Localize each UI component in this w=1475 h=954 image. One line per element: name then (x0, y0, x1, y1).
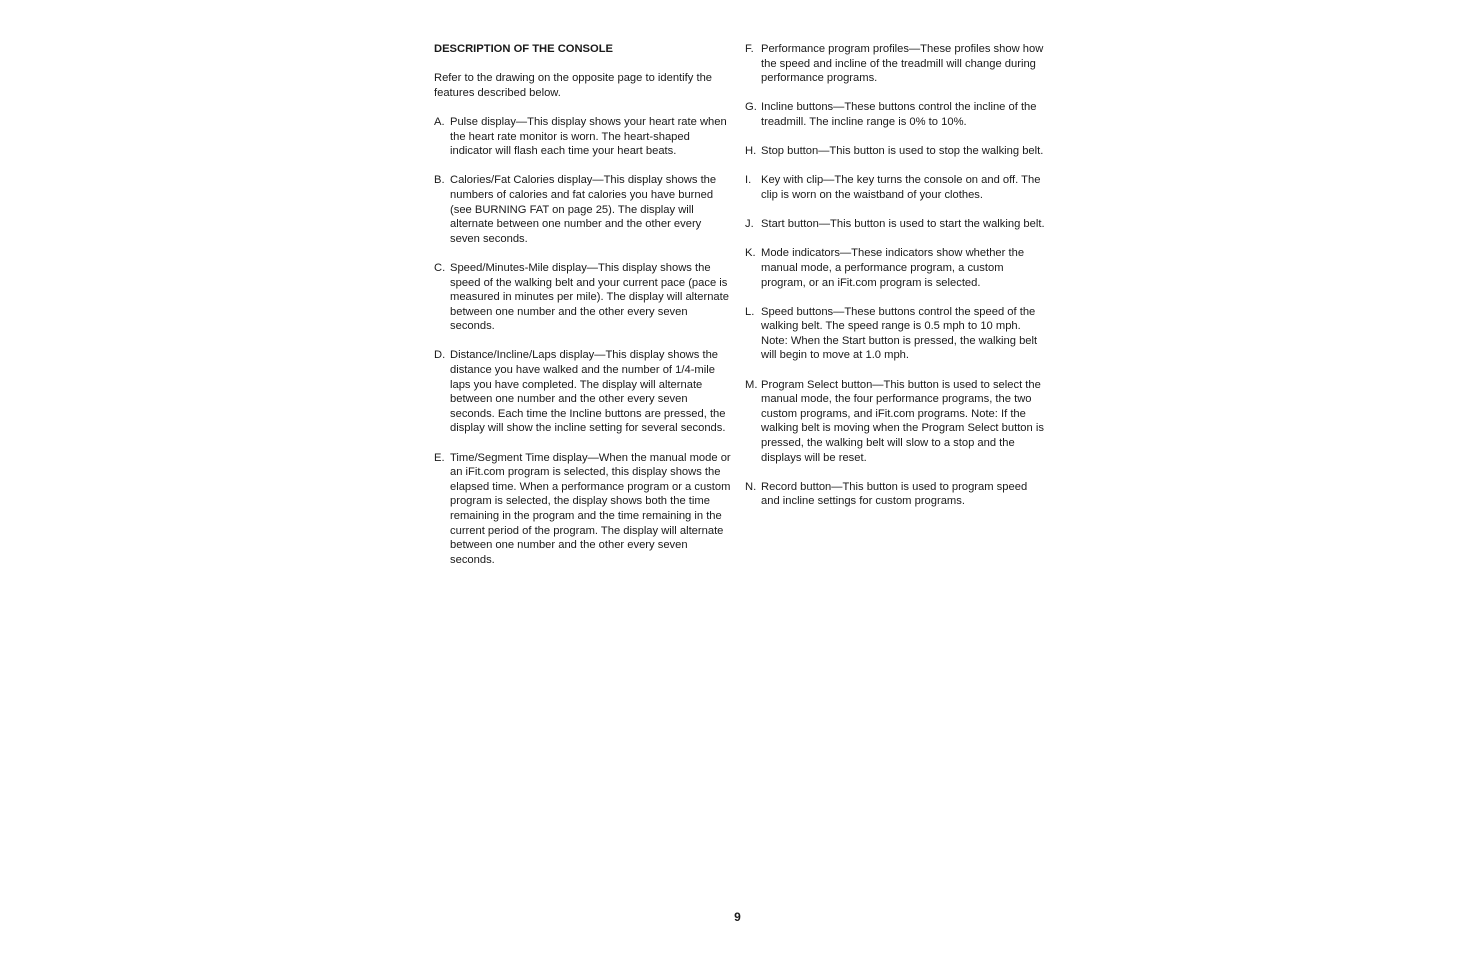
item-letter: K. (745, 247, 756, 260)
list-item (745, 378, 1045, 466)
item-letter: E. (434, 451, 445, 464)
item-text: Distance/Incline/Laps display—This display shows the distance you have walked and the number of 1/4-mile laps you have completed. The display will alternate between one number and the other every seven seconds. Each time the Incline buttons are pressed, the display will show the incline setting for several seconds. (450, 349, 726, 435)
item-text: Speed buttons—These buttons control the speed of the walking belt. The speed range is 0.5 mph to 10 mph. Note: When the Start button is pressed, the walking belt will begin to move at 1.0 mph. (761, 305, 1038, 362)
item-letter: L. (745, 305, 755, 318)
item-text: Performance program profiles—These profiles show how the speed and incline of the treadmill will change during performance programs. (761, 43, 1044, 85)
item-text: Stop button—This button is used to stop the walking belt. (761, 145, 1044, 158)
list-item (745, 305, 1045, 363)
item-text: Time/Segment Time display—When the manual mode or an iFit.com program is selected, this display shows the elapsed time. When a performance program or a custom program is selected, the display shows both the time remaining in the program and the time remaining in the current period of the program. The display will alternate between one number and the other every seven seconds. (450, 451, 731, 566)
list-item (434, 261, 732, 334)
list-item (745, 42, 1045, 86)
item-text: Start button—This button is used to start the walking belt. (761, 218, 1045, 231)
item-letter: N. (745, 480, 757, 493)
left-column (434, 42, 732, 582)
item-letter: A. (434, 115, 445, 128)
list-item (434, 173, 732, 246)
item-text: Key with clip—The key turns the console on and off. The clip is worn on the waistband of your clothes. (761, 174, 1041, 201)
item-text: Pulse display—This display shows your heart rate when the heart rate monitor is worn. The heart-shaped indicator will flash each time your heart beats. (450, 115, 727, 158)
item-text: Calories/Fat Calories display—This display shows the numbers of calories and fat calories you have burned (see BURNING FAT on page 25). The display will alternate between one number and the other every seven seconds. (450, 174, 717, 245)
item-text: Program Select button—This button is used to select the manual mode, the four performance programs, the two custom programs, and iFit.com programs. Note: If the walking belt is moving when the Program Select button is pressed, the walking belt will slow to a stop and the displays will be reset. (761, 378, 1044, 464)
item-letter: J. (745, 218, 754, 231)
right-column (745, 42, 1045, 524)
list-item (745, 480, 1045, 509)
page-number: 9 (734, 910, 741, 924)
list-item (745, 173, 1045, 202)
list-item (745, 100, 1045, 129)
list-item (434, 348, 732, 436)
item-letter: B. (434, 174, 445, 187)
intro-paragraph: Refer to the drawing on the opposite page to identify the features described below. (434, 72, 713, 99)
list-item (745, 217, 1045, 232)
list-item (434, 115, 732, 159)
item-letter: F. (745, 43, 754, 55)
item-letter: I. (745, 174, 752, 187)
item-text: Speed/Minutes-Mile display—This display shows the speed of the walking belt and your current pace (pace is measured in minutes per mile). The display will alternate between one number and the other every seven seconds. (450, 261, 729, 333)
list-item (745, 144, 1045, 159)
item-text: Mode indicators—These indicators show whether the manual mode, a performance program, a custom program, or an iFit.com program is selected. (761, 247, 1025, 289)
item-text: Incline buttons—These buttons control the incline of the treadmill. The incline range is 0% to 10%. (761, 101, 1037, 128)
item-letter: M. (745, 378, 758, 391)
item-letter: D. (434, 349, 446, 362)
item-letter: C. (434, 261, 446, 274)
list-item (745, 246, 1045, 290)
item-text: Record button—This button is used to program speed and incline settings for custom programs. (761, 480, 1028, 508)
item-letter: G. (745, 101, 757, 114)
item-letter: H. (745, 145, 757, 158)
list-item (434, 451, 732, 568)
section-heading: DESCRIPTION OF THE CONSOLE (434, 43, 614, 55)
